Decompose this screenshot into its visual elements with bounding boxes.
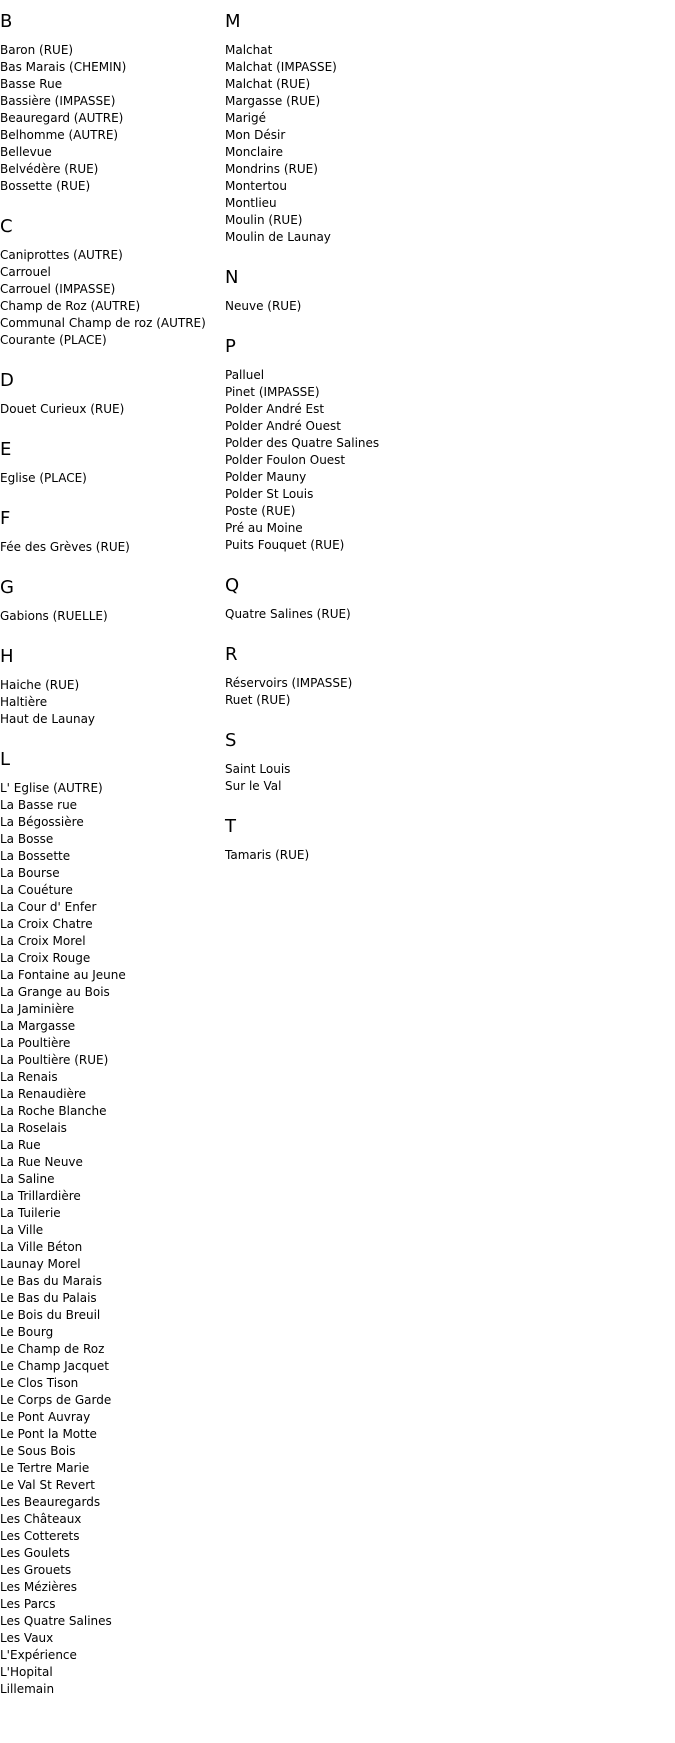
street-name: Saint Louis bbox=[225, 762, 291, 776]
street-name: Les Parcs bbox=[0, 1597, 56, 1611]
street-name: Caniprottes (AUTRE) bbox=[0, 248, 123, 262]
street-name: Carrouel bbox=[0, 265, 51, 279]
street-name: La Poultière bbox=[0, 1036, 71, 1050]
letter-heading: D bbox=[0, 370, 14, 391]
street-list bbox=[225, 298, 445, 315]
street-name: Polder Foulon Ouest bbox=[225, 453, 346, 467]
street-name: Bas Marais (CHEMIN) bbox=[0, 60, 127, 74]
street-name: Le Champ Jacquet bbox=[0, 1359, 109, 1373]
letter-group-l bbox=[0, 748, 220, 1698]
street-name: Le Sous Bois bbox=[0, 1444, 76, 1458]
letter-heading: G bbox=[0, 577, 14, 598]
letter-heading: Q bbox=[225, 575, 240, 596]
street-name: La Renais bbox=[0, 1070, 58, 1084]
street-name: L' Eglise (AUTRE) bbox=[0, 781, 103, 795]
letter-heading: M bbox=[225, 11, 241, 32]
street-list bbox=[0, 539, 220, 556]
street-name: Monclaire bbox=[225, 145, 283, 159]
street-name: Belhomme (AUTRE) bbox=[0, 128, 119, 142]
street-name: Tamaris (RUE) bbox=[225, 848, 310, 862]
street-list bbox=[0, 247, 220, 349]
letter-group-n bbox=[225, 266, 445, 315]
street-name: La Bourse bbox=[0, 866, 60, 880]
street-name: Champ de Roz (AUTRE) bbox=[0, 299, 141, 313]
street-name: Le Val St Revert bbox=[0, 1478, 95, 1492]
street-name: La Roselais bbox=[0, 1121, 67, 1135]
street-name: La Jaminière bbox=[0, 1002, 75, 1016]
street-list bbox=[225, 675, 445, 709]
street-name: La Croix Chatre bbox=[0, 917, 93, 931]
letter-heading: P bbox=[225, 336, 236, 357]
letter-group-d bbox=[0, 369, 220, 418]
street-name: La Bégossière bbox=[0, 815, 84, 829]
street-name: Les Quatre Salines bbox=[0, 1614, 112, 1628]
street-name: Le Tertre Marie bbox=[0, 1461, 90, 1475]
street-name: Le Pont la Motte bbox=[0, 1427, 97, 1441]
street-name: Malchat (RUE) bbox=[225, 77, 311, 91]
street-list bbox=[0, 677, 220, 728]
street-name: Polder St Louis bbox=[225, 487, 314, 501]
letter-heading: N bbox=[225, 267, 239, 288]
street-name: Réservoirs (IMPASSE) bbox=[225, 676, 353, 690]
street-name: Pré au Moine bbox=[225, 521, 303, 535]
street-name: Polder André Est bbox=[225, 402, 325, 416]
street-name: Puits Fouquet (RUE) bbox=[225, 538, 345, 552]
street-name: La Poultière (RUE) bbox=[0, 1053, 109, 1067]
street-name: Polder des Quatre Salines bbox=[225, 436, 380, 450]
street-list bbox=[225, 761, 445, 795]
letter-heading: S bbox=[225, 730, 237, 751]
street-name: Eglise (PLACE) bbox=[0, 471, 87, 485]
street-name: Palluel bbox=[225, 368, 265, 382]
street-name: Mon Désir bbox=[225, 128, 286, 142]
street-name: La Trillardière bbox=[0, 1189, 81, 1203]
street-name: Ruet (RUE) bbox=[225, 693, 291, 707]
letter-group-r bbox=[225, 643, 445, 709]
letter-group-q bbox=[225, 574, 445, 623]
street-name: Launay Morel bbox=[0, 1257, 81, 1271]
street-name: Bellevue bbox=[0, 145, 52, 159]
street-name: Les Grouets bbox=[0, 1563, 72, 1577]
street-name: Pinet (IMPASSE) bbox=[225, 385, 320, 399]
street-name: Lillemain bbox=[0, 1682, 55, 1696]
street-list bbox=[0, 780, 220, 1698]
street-name: Le Champ de Roz bbox=[0, 1342, 105, 1356]
street-list bbox=[0, 608, 220, 625]
street-name: Moulin (RUE) bbox=[225, 213, 303, 227]
street-name: La Roche Blanche bbox=[0, 1104, 107, 1118]
street-name: La Tuilerie bbox=[0, 1206, 61, 1220]
street-name: Les Cotterets bbox=[0, 1529, 80, 1543]
street-name: Les Goulets bbox=[0, 1546, 70, 1560]
street-name: Le Pont Auvray bbox=[0, 1410, 91, 1424]
street-name: Le Bourg bbox=[0, 1325, 54, 1339]
letter-heading: L bbox=[0, 749, 11, 770]
street-name: Neuve (RUE) bbox=[225, 299, 302, 313]
street-name: Le Corps de Garde bbox=[0, 1393, 112, 1407]
street-name: Bossette (RUE) bbox=[0, 179, 91, 193]
street-name: La Couéture bbox=[0, 883, 73, 897]
street-name: Douet Curieux (RUE) bbox=[0, 402, 125, 416]
street-name: Les Vaux bbox=[0, 1631, 54, 1645]
letter-heading: T bbox=[225, 816, 236, 837]
street-name: Haiche (RUE) bbox=[0, 678, 80, 692]
street-name: La Bossette bbox=[0, 849, 71, 863]
letter-group-s bbox=[225, 729, 445, 795]
street-name: La Rue bbox=[0, 1138, 41, 1152]
letter-group-g bbox=[0, 576, 220, 625]
street-name: Montertou bbox=[225, 179, 287, 193]
street-name: Les Châteaux bbox=[0, 1512, 82, 1526]
street-name: Haltière bbox=[0, 695, 48, 709]
street-name: Communal Champ de roz (AUTRE) bbox=[0, 316, 206, 330]
street-name: Le Bois du Breuil bbox=[0, 1308, 101, 1322]
street-name: Moulin de Launay bbox=[225, 230, 331, 244]
street-name: La Bosse bbox=[0, 832, 54, 846]
letter-group-t bbox=[225, 815, 445, 864]
street-name: La Renaudière bbox=[0, 1087, 86, 1101]
street-name: Baron (RUE) bbox=[0, 43, 74, 57]
street-name: Mondrins (RUE) bbox=[225, 162, 318, 176]
street-name: Quatre Salines (RUE) bbox=[225, 607, 351, 621]
street-name: Malchat (IMPASSE) bbox=[225, 60, 337, 74]
street-name: Le Bas du Palais bbox=[0, 1291, 97, 1305]
street-name: Carrouel (IMPASSE) bbox=[0, 282, 116, 296]
street-name: Basse Rue bbox=[0, 77, 63, 91]
street-list bbox=[0, 401, 220, 418]
street-name: La Cour d' Enfer bbox=[0, 900, 97, 914]
street-name: La Grange au Bois bbox=[0, 985, 110, 999]
letter-group-e bbox=[0, 438, 220, 487]
street-name: La Croix Rouge bbox=[0, 951, 91, 965]
street-list bbox=[225, 606, 445, 623]
street-name: Le Bas du Marais bbox=[0, 1274, 102, 1288]
street-name: Marigé bbox=[225, 111, 266, 125]
street-name: La Croix Morel bbox=[0, 934, 86, 948]
street-name: La Fontaine au Jeune bbox=[0, 968, 126, 982]
street-name: Haut de Launay bbox=[0, 712, 96, 726]
letter-group-f bbox=[0, 507, 220, 556]
street-name: Polder André Ouest bbox=[225, 419, 341, 433]
street-name: Belvédère (RUE) bbox=[0, 162, 99, 176]
letter-group-b bbox=[0, 10, 220, 195]
street-name: Bassière (IMPASSE) bbox=[0, 94, 116, 108]
letter-heading: C bbox=[0, 216, 13, 237]
street-name: Polder Mauny bbox=[225, 470, 307, 484]
street-name: L'Hopital bbox=[0, 1665, 53, 1679]
street-name: La Rue Neuve bbox=[0, 1155, 83, 1169]
street-name: La Saline bbox=[0, 1172, 55, 1186]
street-list bbox=[0, 470, 220, 487]
street-name: Margasse (RUE) bbox=[225, 94, 321, 108]
street-name: Fée des Grèves (RUE) bbox=[0, 540, 130, 554]
street-name: L'Expérience bbox=[0, 1648, 77, 1662]
right-column bbox=[225, 10, 445, 884]
street-name: Poste (RUE) bbox=[225, 504, 296, 518]
letter-heading: B bbox=[0, 11, 13, 32]
street-list bbox=[225, 367, 445, 554]
street-name: La Basse rue bbox=[0, 798, 78, 812]
letter-heading: F bbox=[0, 508, 11, 529]
left-column bbox=[0, 10, 220, 1718]
street-name: Le Clos Tison bbox=[0, 1376, 79, 1390]
street-name: Malchat bbox=[225, 43, 273, 57]
letter-group-m bbox=[225, 10, 445, 246]
letter-heading: R bbox=[225, 644, 238, 665]
street-name: Gabions (RUELLE) bbox=[0, 609, 108, 623]
street-name: Courante (PLACE) bbox=[0, 333, 107, 347]
street-list bbox=[225, 42, 445, 246]
letter-heading: H bbox=[0, 646, 14, 667]
street-name: Les Beauregards bbox=[0, 1495, 101, 1509]
street-list bbox=[0, 42, 220, 195]
street-name: Les Mézières bbox=[0, 1580, 77, 1594]
street-name: La Ville Béton bbox=[0, 1240, 83, 1254]
street-name: La Ville bbox=[0, 1223, 44, 1237]
street-list bbox=[225, 847, 445, 864]
street-name: La Margasse bbox=[0, 1019, 76, 1033]
street-name: Montlieu bbox=[225, 196, 277, 210]
letter-group-h bbox=[0, 645, 220, 728]
street-name: Sur le Val bbox=[225, 779, 282, 793]
letter-heading: E bbox=[0, 439, 12, 460]
letter-group-c bbox=[0, 215, 220, 349]
street-name: Beauregard (AUTRE) bbox=[0, 111, 124, 125]
letter-group-p bbox=[225, 335, 445, 554]
